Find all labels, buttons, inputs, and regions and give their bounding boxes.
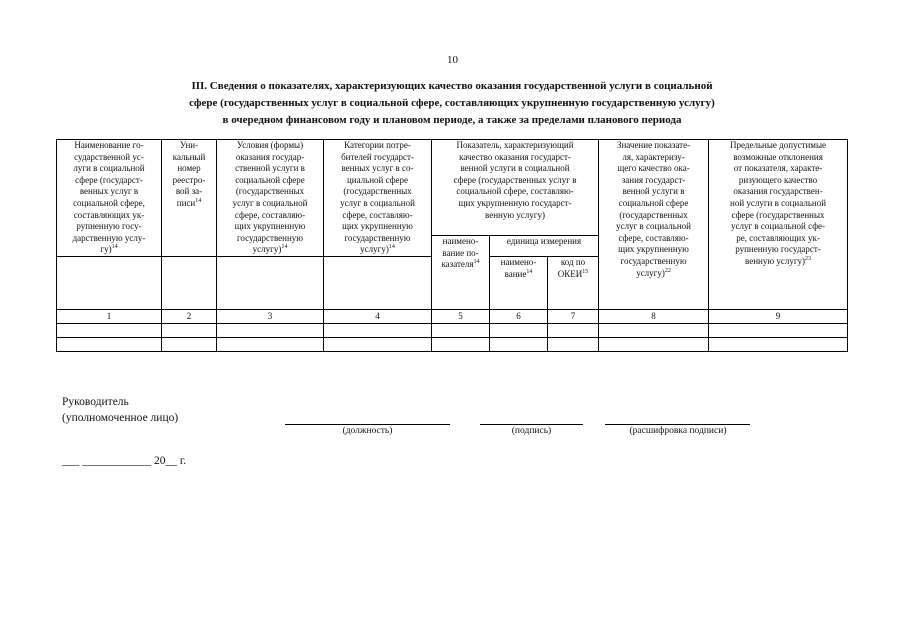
table-cell[interactable]	[709, 323, 848, 337]
header-text-line: составляющих ук-	[73, 209, 145, 220]
header-text-line: ризующего качество	[738, 174, 818, 185]
footnote-ref: 14	[195, 197, 202, 204]
header-text-line: Категории потре-	[344, 140, 411, 150]
header-text-line: услугу)$^{14}$	[252, 244, 288, 255]
table-cell[interactable]	[324, 337, 432, 351]
header-text-line: щих укрупненную государст-	[458, 197, 572, 208]
header-text-line: щих укрупненную	[618, 244, 689, 255]
header-text-line: качество оказания государст-	[459, 151, 571, 162]
header-text-line: писи$^{14}$	[176, 197, 202, 208]
table-cell[interactable]	[548, 323, 599, 337]
header-text-line: сфере (государст-	[75, 174, 143, 185]
table-cell[interactable]	[57, 323, 162, 337]
header-okei-code	[548, 256, 599, 309]
header-text-line: наимено-	[442, 236, 479, 246]
header-unit-name	[490, 256, 548, 309]
header-text-line: щего качество ока-	[617, 163, 690, 174]
header-text-line: дарственную услу-	[72, 232, 146, 243]
header-text-line: государственную	[344, 232, 411, 243]
header-text-line: сфере, составляю-	[342, 209, 413, 220]
table-cell[interactable]	[162, 323, 217, 337]
column-number: 2	[162, 309, 217, 323]
header-text-line: рупненную государст-	[735, 244, 821, 255]
header-text-line: зания государст-	[621, 174, 686, 185]
footnote-ref: 22	[664, 267, 671, 274]
header-spacer-4	[324, 256, 432, 309]
header-text-line: от показателя, характе-	[733, 163, 823, 174]
header-text-line: (государственных	[619, 209, 688, 220]
header-text-line: оказания государ-	[235, 151, 305, 162]
header-text-line: услугу)$^{22}$	[636, 267, 671, 278]
header-text-line: номер	[177, 163, 201, 174]
column-number: 6	[490, 309, 548, 323]
header-text-line: вой за-	[175, 186, 203, 197]
header-text-line: услугу)$^{14}$	[360, 244, 395, 255]
header-text-line: щих укрупненную	[234, 221, 306, 232]
header-text-line: услуг в социальной сфе-	[731, 221, 826, 232]
header-text-line: Предельные допустимые	[730, 140, 827, 150]
header-text-line: ственной услуги в	[235, 163, 305, 174]
header-consumer-categories	[324, 140, 432, 257]
section-title	[56, 78, 848, 129]
header-text-line: сфере (государственных	[731, 209, 825, 220]
header-text-line: оказания государствен-	[733, 186, 823, 197]
header-text-line: (государственных	[235, 186, 305, 197]
signature-caption: (подпись)	[511, 426, 552, 436]
table-cell[interactable]	[217, 323, 324, 337]
header-text-line: возможные отклонения	[733, 151, 823, 162]
header-text-line: Значение показате-	[616, 140, 691, 150]
header-text-line: ре, составляющих ук-	[736, 232, 820, 243]
header-text-line: бителей государст-	[341, 151, 414, 162]
header-text-line: социальной сфере	[618, 197, 689, 208]
column-number-row	[57, 309, 848, 323]
position-caption: (должность)	[342, 426, 393, 436]
signer-label	[62, 394, 178, 426]
header-text-line: венной услуги в социальной	[460, 163, 570, 174]
table-row	[57, 337, 848, 351]
footnote-ref: 14	[526, 268, 533, 275]
column-number: 4	[324, 309, 432, 323]
table-cell[interactable]	[709, 337, 848, 351]
table-cell[interactable]	[490, 337, 548, 351]
column-number: 5	[432, 309, 490, 323]
header-text-line: луги в социальной	[73, 163, 145, 174]
header-indicator-name	[432, 236, 490, 310]
column-number: 1	[57, 309, 162, 323]
header-text-line: гу)$^{14}$	[100, 244, 118, 255]
table-cell[interactable]	[548, 337, 599, 351]
header-text-line: щих укрупненную	[342, 221, 413, 232]
decoding-line[interactable]	[605, 424, 750, 425]
header-text-line: циальной сфере	[346, 174, 409, 185]
title-line-3: в очередном финансовом году и плановом периоде, а также за пределами планового периода	[222, 114, 682, 126]
table-cell[interactable]	[599, 323, 709, 337]
footnote-ref: 14	[388, 244, 395, 251]
header-text-line: сфере, составляю-	[234, 209, 306, 220]
page-number: 10	[447, 54, 458, 66]
header-text-line: Уни-	[179, 140, 199, 150]
column-number: 9	[709, 309, 848, 323]
table-row	[57, 323, 848, 337]
date-line: ___ ____________ 20__ г.	[62, 455, 187, 467]
header-spacer-1	[57, 256, 162, 309]
header-text-line: кальный	[172, 151, 206, 162]
decoding-caption: (расшифровка подписи)	[629, 426, 727, 436]
table-cell[interactable]	[432, 337, 490, 351]
header-text-line: Наименование го-	[74, 140, 144, 150]
header-text-line: услуг в социальной	[340, 197, 415, 208]
header-text-line: социальной сфере	[235, 174, 305, 185]
table-cell[interactable]	[324, 323, 432, 337]
header-unit: единица измерения	[490, 236, 599, 257]
footnote-ref: 14	[473, 259, 480, 266]
header-text-line: венную услугу)	[485, 209, 545, 220]
header-spacer-2	[162, 256, 217, 309]
footnote-ref: 14	[111, 244, 118, 251]
header-text-line: социальной сфере, составляю-	[456, 186, 574, 197]
header-text-line: услуг в социальной	[232, 197, 308, 208]
quality-indicators-table	[56, 139, 848, 352]
table-cell[interactable]	[217, 337, 324, 351]
table-cell[interactable]	[57, 337, 162, 351]
header-indicator	[432, 140, 599, 236]
position-line[interactable]	[285, 424, 450, 425]
header-text-line: Показатель, характеризующий	[456, 140, 574, 150]
header-text-line: ля, характеризу-	[622, 151, 685, 162]
signer-label-line-2: (уполномоченное лицо)	[62, 412, 179, 424]
header-text-line: государственную	[236, 232, 304, 243]
header-text-line: венных услуг в со-	[341, 163, 414, 174]
signer-label-line-1: Руководитель	[62, 396, 129, 408]
header-indicator-value	[599, 140, 709, 310]
header-text-line: Условия (формы)	[236, 140, 304, 150]
header-text-line: наимено-	[500, 256, 537, 267]
header-text-line: государственную	[620, 255, 687, 266]
header-registry-number	[162, 140, 217, 257]
header-text-line: венную услугу)$^{23}$	[745, 255, 812, 266]
header-text-line: социальной сфере,	[73, 197, 145, 208]
header-service-name	[57, 140, 162, 257]
header-text-line: рупненную госу-	[76, 221, 142, 232]
footnote-ref: 15	[582, 268, 589, 275]
table-cell[interactable]	[432, 323, 490, 337]
header-allowed-deviations	[709, 140, 848, 310]
signature-line[interactable]	[480, 424, 583, 425]
header-conditions	[217, 140, 324, 257]
title-line-2: сфере (государственных услуг в социальной сфере, составляющих укрупненную государственную услугу)	[189, 97, 715, 109]
header-text-line: венных услуг в	[79, 186, 139, 197]
header-spacer-3	[217, 256, 324, 309]
header-text-line: ОКЕИ$^{15}$	[557, 268, 589, 279]
header-text-line: услуг в социальной	[616, 221, 691, 232]
title-line-1: III. Сведения о показателях, характеризующих качество оказания государственной услуги в социальной	[191, 80, 713, 92]
header-text-line: венной услуги в	[622, 186, 685, 197]
column-number: 7	[548, 309, 599, 323]
header-text-line: вание$^{14}$	[504, 268, 533, 279]
header-text-line: казателя$^{14}$	[441, 259, 480, 270]
header-text-line: вание по-	[442, 247, 479, 258]
column-number: 8	[599, 309, 709, 323]
header-text-line: сфере (государственных услуг в	[453, 174, 577, 185]
table-cell[interactable]	[599, 337, 709, 351]
header-text-line: (государственных	[343, 186, 412, 197]
table-cell[interactable]	[490, 323, 548, 337]
footnote-ref: 14	[281, 244, 288, 251]
footnote-ref: 23	[805, 255, 812, 262]
header-text-line: ной услуги в социальной	[730, 197, 827, 208]
header-text-line: код по	[560, 256, 586, 267]
header-text-line: сфере, составляю-	[618, 232, 689, 243]
table-cell[interactable]	[162, 337, 217, 351]
column-number: 3	[217, 309, 324, 323]
header-text-line: реестро-	[172, 174, 206, 185]
header-text-line: сударственной ус-	[74, 151, 144, 162]
